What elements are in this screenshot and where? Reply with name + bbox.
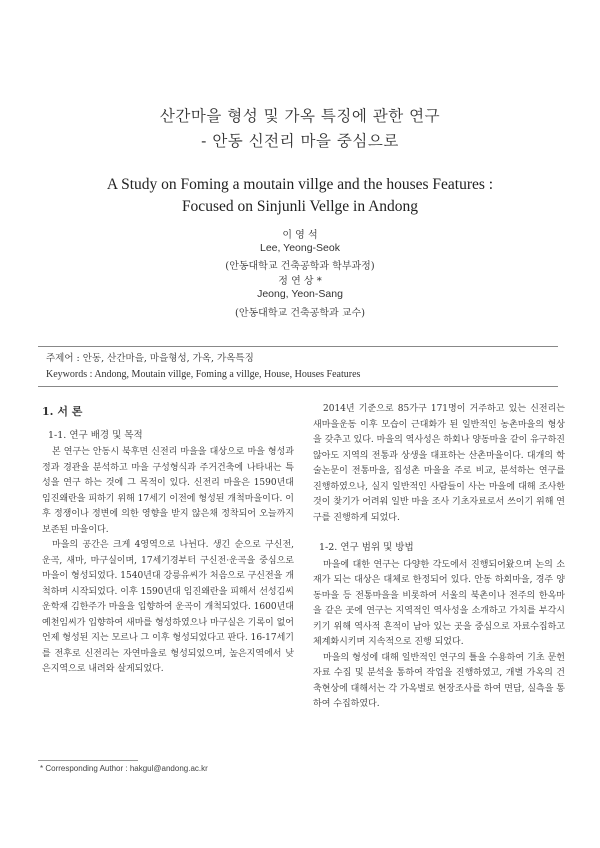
author1-affiliation: (안동대학교 건축공학과 학부과정) [225, 261, 375, 272]
author1-name-en: Lee, Yeong-Seok [260, 242, 340, 254]
section-heading-intro: 1. 서 론 [42, 405, 83, 418]
title-korean-line2: - 안동 신전리 마을 중심으로 [201, 132, 399, 150]
footnote-divider [38, 760, 138, 761]
paragraph: 2014년 기준으로 85가구 171명이 거주하고 있는 신전리는 새마을운동 이후 모습이 근대화가 된 일반적인 농촌마을의 형상을 갖추고 있다. 마을의 역사성은 하회나 양동마을 같이 유구하진 않아도 지역의 전통과 상생을 대표하는 산촌마을이다. 대개의 학술논문이 전통마을, 집성촌 마을을 주로 비교, 분석하는 연구를 진행하였으나, 실지 일반적인 사람들이 사는 마을에 대해 조사한 것이 찾기가 어려워 일반 마을 조사 기초자료로서 쓰이기 위해 연구를 진행하게 되었다. [313, 404, 565, 523]
right-column [313, 402, 565, 713]
author2-affiliation: (안동대학교 건축공학과 교수) [234, 308, 366, 319]
paragraph: 본 연구는 안동시 북후면 신전리 마을을 대상으로 마을 형성과정과 경관을 분석하고 마을 구성형식과 주거건축에 나타내는 특성을 연구 하는 것에 그 목적이 있다. 신전리 마을은 1590년대 임진왜란을 피하기 위해 17세기 이전에 형성된 개척마을이다. 이후 정쟁이나 정변에 의한 영향을 받지 않은채 정착되어 오늘까지 보존된 마을이다. [42, 447, 294, 535]
paragraph: 마을에 대한 연구는 다양한 각도에서 진행되어왔으며 논의 소재가 되는 대상은 대체로 한정되어 있다. 안동 하회마을, 경주 양동마을 등 전통마을을 비롯하여 서울의 북촌이나 전주의 한옥마을 같은 곳에 연구는 지역적인 역사성을 소개하고 가치를 부각시키기 위해 역사적 흔적이 남아 있는 곳을 중심으로 자료수집하고 체계화시키며 지속적으로 진행 되었다. [313, 559, 565, 647]
subsection-heading-1-1: 1-1. 연구 배경 및 목적 [48, 429, 143, 441]
keywords-box [38, 346, 558, 387]
subsection-heading-1-2: 1-2. 연구 범위 및 방법 [319, 542, 414, 553]
title-korean-line1: 산간마을 형성 및 가옥 특징에 관한 연구 [159, 107, 441, 125]
author2-name-kr: 정 연 상 * [278, 276, 322, 287]
footnote-corresponding-author: * Corresponding Author : hakgul@andong.ac.kr [40, 764, 208, 773]
title-english-line1: A Study on Foming a moutain villge and the houses Features : [106, 176, 494, 193]
keywords-korean: 주제어 : 안동, 산간마을, 마을형성, 가옥, 가옥특징 [46, 353, 254, 364]
author1-name-kr: 이 영 석 [282, 230, 318, 241]
left-column [42, 402, 294, 678]
title-english-line2: Focused on Sinjunli Vellge in Andong [181, 198, 419, 215]
keywords-english: Keywords : Andong, Moutain villge, Foming a villge, House, Houses Features [46, 369, 361, 380]
paragraph: 마을의 공간은 크게 4영역으로 나뉜다. 생긴 순으로 구신전, 운곡, 새마, 마구실이며, 17세기경부터 구신전·운곡을 중심으로 마을이 형성되었다. 1540년대 강릉유씨가 처음으로 구신전을 개척하며 시작되었다. 이후 1590년대 임진왜란을 피해서 선성김씨 운학재 김한주가 마을을 입향하여 운곡이 개척되었다. 1600년대 예천임씨가 입향하여 새마를 형성하였으나 마구실은 기록이 없어 언제 형성된 지는 모르나 그 이후 형성되었다고 판다. 16-17세기를 전후로 신전리는 자연마을로 형성되었으며, 높은지역에서 낮은지역으로 내려와 살게되었다. [42, 540, 294, 674]
author2-name-en: Jeong, Yeon-Sang [257, 288, 343, 300]
paragraph: 마을의 형성에 대해 일반적인 연구의 틀을 수용하여 기초 문헌자료 수집 및 분석을 통하여 작업을 진행하였고, 개별 가옥의 건축현상에 대해서는 각 가옥별로 현장조사를 하여 면담, 실측을 통하여 수집하였다. [313, 652, 565, 709]
